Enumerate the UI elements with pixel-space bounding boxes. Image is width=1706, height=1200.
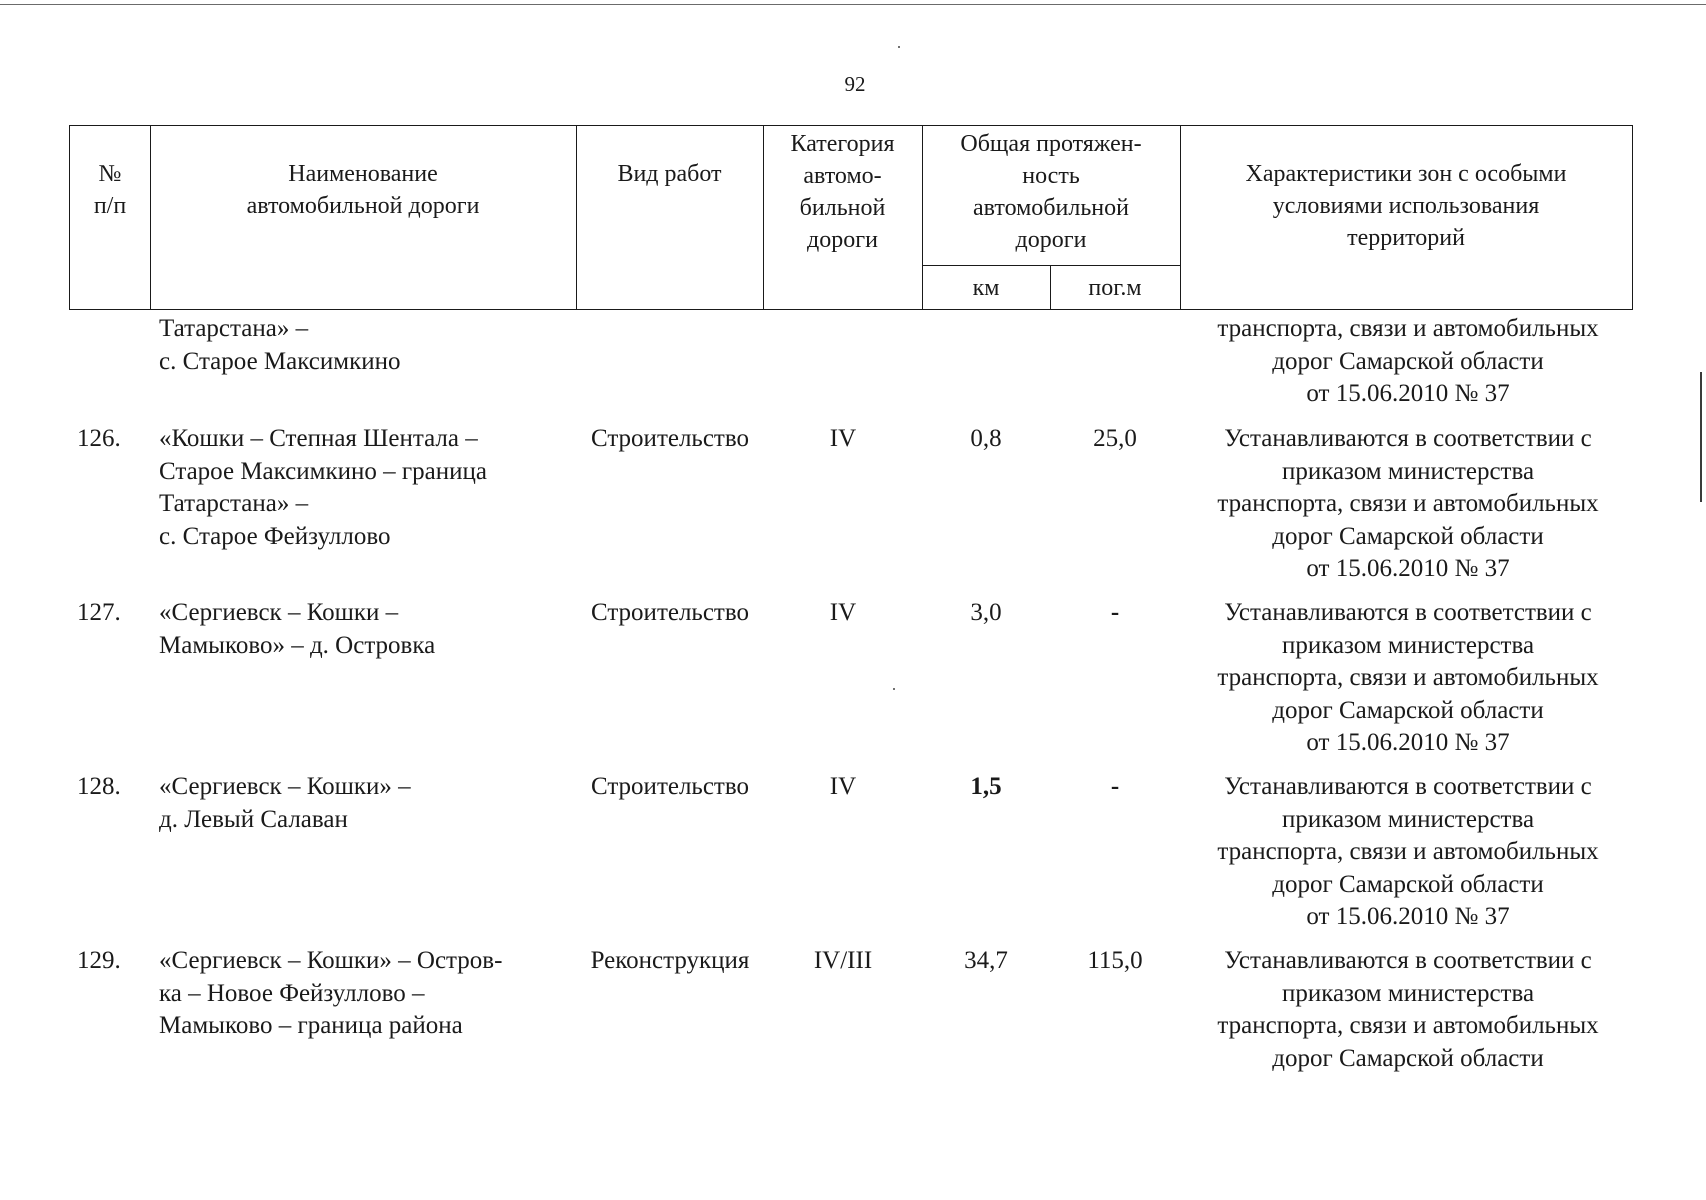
row-number: 128. [77,773,121,800]
header-length: Общая протяжен- ность автомобильной дороги [960,131,1142,253]
length-km: 3,0 [970,599,1002,626]
length-km: 1,5 [970,773,1002,800]
continuation-characteristics: транспорта, связи и автомобильных дорог Самарской области от 15.06.2010 № 37 [1217,315,1599,407]
road-name: «Сергиевск – Кошки» – Остров- ка – Новое Фейзуллово – Мамыково – граница района [159,947,503,1039]
table-header [69,125,1633,310]
zone-characteristics: Устанавливаются в соответствии с приказом министерства транспорта, связи и автомобильных дорог Самарской области от 15.06.2010 № 37 [1217,599,1599,756]
zone-characteristics: Устанавливаются в соответствии с приказом министерства транспорта, связи и автомобильных дорог Самарской области [1217,947,1599,1072]
header-category: Категория автомо- бильной дороги [790,131,895,253]
road-name: «Сергиевск – Кошки» – д. Левый Салаван [159,773,411,833]
scan-margin-mark [1700,372,1702,502]
scan-speck [898,46,900,48]
header-km: км [972,275,1000,301]
work-type: Реконструкция [590,947,750,974]
header-pogm: пог.м [1088,275,1142,301]
length-km: 34,7 [964,947,1008,974]
subheader-divider [922,265,1180,266]
length-pogm: - [1110,773,1120,800]
road-name: «Кошки – Степная Шентала – Старое Максимкино – граница Татарстана» – с. Старое Фейзуллово [159,425,487,550]
continuation-road-name: Татарстана» – с. Старое Максимкино [159,315,401,375]
road-category: IV/III [813,947,873,974]
zone-characteristics: Устанавливаются в соответствии с приказом министерства транспорта, связи и автомобильных дорог Самарской области от 15.06.2010 № 37 [1217,425,1599,582]
page-number: 92 [844,72,866,96]
row-number: 127. [77,599,121,626]
work-type: Строительство [590,599,749,626]
header-work-type: Вид работ [617,161,722,187]
column-divider [576,126,577,309]
header-road-name: Наименование автомобильной дороги [246,161,480,219]
header-characteristics: Характеристики зон с особыми условиями использования территорий [1245,161,1567,251]
row-number: 126. [77,425,121,452]
scan-speck [893,688,895,690]
length-pogm: - [1110,599,1120,626]
road-category: IV [829,425,857,452]
length-pogm: 25,0 [1093,425,1137,452]
road-category: IV [829,773,857,800]
length-km: 0,8 [970,425,1002,452]
road-name: «Сергиевск – Кошки – Мамыково» – д. Островка [159,599,436,659]
row-number: 129. [77,947,121,974]
length-pogm: 115,0 [1087,947,1143,974]
road-category: IV [829,599,857,626]
header-num: № п/п [93,161,127,219]
scan-edge-line [0,4,1706,5]
work-type: Строительство [590,425,749,452]
zone-characteristics: Устанавливаются в соответствии с приказом министерства транспорта, связи и автомобильных дорог Самарской области от 15.06.2010 № 37 [1217,773,1599,930]
work-type: Строительство [590,773,749,800]
